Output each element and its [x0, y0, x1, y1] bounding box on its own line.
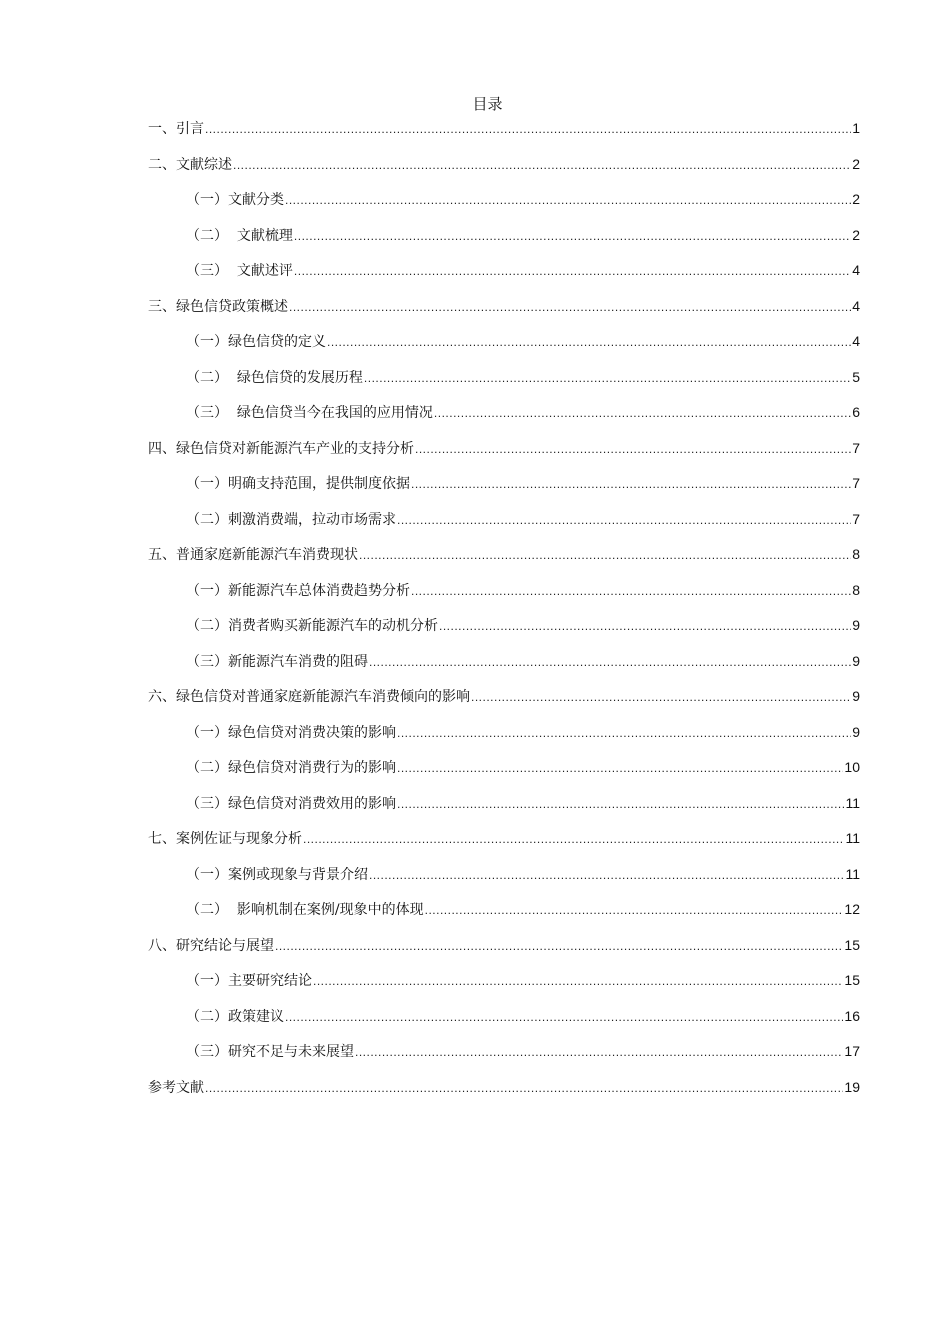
toc-entry-text: （二） 影响机制在案例/现象中的体现 [186, 902, 424, 918]
toc-entry-page: 2 [852, 226, 860, 243]
dot-leader [355, 1042, 843, 1062]
toc-entry-text: （三） 文献述评 [186, 263, 293, 279]
dot-leader [359, 545, 851, 565]
toc-entry[interactable] [148, 1006, 860, 1042]
toc-entry-text: （一）绿色信贷对消费决策的影响 [186, 724, 396, 741]
toc-entry[interactable] [148, 793, 860, 829]
toc-entry-text: （二）政策建议 [186, 1008, 284, 1025]
toc-entry-page: 2 [852, 155, 860, 172]
toc-entry[interactable] [148, 509, 860, 545]
toc-entry[interactable] [148, 438, 860, 474]
toc-entry-page: 8 [852, 546, 860, 562]
toc-entry-text: （二）绿色信贷对消费行为的影响 [186, 760, 396, 776]
toc-entry-text: （一）新能源汽车总体消费趋势分析 [186, 582, 410, 599]
toc-entry-text: 四、绿色信贷对新能源汽车产业的支持分析 [148, 440, 414, 457]
dot-leader [313, 971, 843, 991]
toc-entry-page: 4 [852, 297, 860, 314]
dot-leader [233, 155, 851, 175]
dot-leader [397, 758, 843, 778]
dot-leader [294, 226, 851, 246]
toc-entry-text: （一）绿色信贷的定义 [186, 334, 326, 350]
toc-entry[interactable] [148, 296, 860, 332]
toc-entry[interactable] [148, 1041, 860, 1077]
toc-entry-page: 11 [845, 865, 860, 882]
dot-leader [397, 510, 851, 530]
toc-entry[interactable] [148, 402, 860, 438]
toc-entry-page: 7 [852, 439, 860, 456]
toc-entry-page: 5 [852, 368, 860, 385]
toc-entry[interactable] [148, 722, 860, 758]
dot-leader [275, 936, 843, 956]
toc-entry[interactable] [148, 899, 860, 935]
dot-leader [439, 616, 851, 636]
dot-leader [425, 900, 844, 920]
toc-title: 目录 [472, 95, 503, 113]
toc-entry[interactable] [148, 473, 860, 509]
toc-entry-text: （二）消费者购买新能源汽车的动机分析 [186, 618, 438, 634]
toc-entry-text: （三）绿色信贷对消费效用的影响 [186, 795, 396, 812]
toc-entry[interactable] [148, 1077, 860, 1113]
dot-leader [471, 687, 851, 707]
toc-entry-text: 五、普通家庭新能源汽车消费现状 [148, 547, 358, 563]
dot-leader [303, 829, 844, 849]
toc-entry[interactable] [148, 260, 860, 296]
toc-entry[interactable] [148, 544, 860, 580]
toc-entry-page: 2 [852, 191, 860, 207]
toc-entry-page: 16 [844, 1007, 860, 1024]
dot-leader [285, 190, 851, 210]
dot-leader [289, 297, 851, 317]
toc-entry[interactable] [148, 580, 860, 616]
table-of-contents [148, 118, 860, 1112]
dot-leader [285, 1007, 843, 1027]
dot-leader [411, 474, 851, 494]
toc-entry-text: 七、案例佐证与现象分析 [148, 831, 302, 847]
dot-leader [397, 723, 851, 743]
dot-leader [369, 652, 851, 672]
toc-entry-text: （一）主要研究结论 [186, 973, 312, 989]
toc-entry[interactable] [148, 331, 860, 367]
dot-leader [397, 794, 844, 814]
toc-entry[interactable] [148, 757, 860, 793]
dot-leader [411, 581, 851, 601]
toc-entry-text: 参考文献 [148, 1079, 204, 1096]
toc-entry-text: 六、绿色信贷对普通家庭新能源汽车消费倾向的影响 [148, 689, 470, 705]
toc-entry-page: 6 [852, 404, 860, 420]
dot-leader [364, 368, 851, 388]
toc-entry-text: （二） 文献梳理 [186, 227, 293, 244]
toc-entry[interactable] [148, 189, 860, 225]
toc-entry-text: （一）明确支持范围，提供制度依据 [186, 476, 410, 492]
toc-entry-text: （三）研究不足与未来展望 [186, 1044, 354, 1060]
dot-leader [415, 439, 851, 459]
toc-entry-text: 八、研究结论与展望 [148, 937, 274, 954]
toc-entry[interactable] [148, 225, 860, 261]
toc-entry[interactable] [148, 118, 860, 154]
toc-entry-text: （二） 绿色信贷的发展历程 [186, 369, 363, 386]
toc-entry-page: 12 [844, 901, 860, 917]
toc-entry-page: 19 [844, 1078, 860, 1095]
toc-entry-page: 11 [845, 794, 860, 811]
toc-entry-page: 9 [852, 617, 860, 633]
toc-entry-text: 一、引言 [148, 121, 204, 137]
toc-entry-text: 二、文献综述 [148, 156, 232, 173]
toc-entry-text: （三） 绿色信贷当今在我国的应用情况 [186, 405, 433, 421]
dot-leader [369, 865, 844, 885]
toc-entry-page: 1 [852, 120, 860, 136]
toc-entry-page: 11 [845, 830, 860, 846]
toc-entry-page: 15 [844, 972, 860, 988]
toc-entry[interactable] [148, 154, 860, 190]
toc-entry-page: 10 [844, 759, 860, 775]
toc-entry[interactable] [148, 367, 860, 403]
toc-entry-text: （三）新能源汽车消费的阻碍 [186, 653, 368, 670]
dot-leader [205, 1078, 843, 1098]
dot-leader [327, 332, 851, 352]
toc-entry-page: 9 [852, 723, 860, 740]
toc-entry-text: （二）刺激消费端，拉动市场需求 [186, 511, 396, 528]
dot-leader [294, 261, 851, 281]
toc-entry[interactable] [148, 651, 860, 687]
toc-entry-text: （一）文献分类 [186, 192, 284, 208]
toc-entry-page: 4 [852, 333, 860, 349]
dot-leader [434, 403, 851, 423]
toc-entry[interactable] [148, 828, 860, 864]
toc-entry-page: 9 [852, 688, 860, 704]
toc-entry[interactable] [148, 864, 860, 900]
toc-entry-text: （一）案例或现象与背景介绍 [186, 866, 368, 883]
toc-entry[interactable] [148, 615, 860, 651]
toc-entry[interactable] [148, 935, 860, 971]
toc-entry[interactable] [148, 686, 860, 722]
toc-entry-page: 17 [844, 1043, 860, 1059]
toc-entry-page: 7 [852, 475, 860, 491]
dot-leader [205, 119, 851, 139]
toc-entry-page: 8 [852, 581, 860, 598]
toc-entry[interactable] [148, 970, 860, 1006]
toc-entry-page: 4 [852, 262, 860, 278]
toc-entry-text: 三、绿色信贷政策概述 [148, 298, 288, 315]
toc-entry-page: 15 [844, 936, 860, 953]
toc-entry-page: 7 [852, 510, 860, 527]
toc-entry-page: 9 [852, 652, 860, 669]
